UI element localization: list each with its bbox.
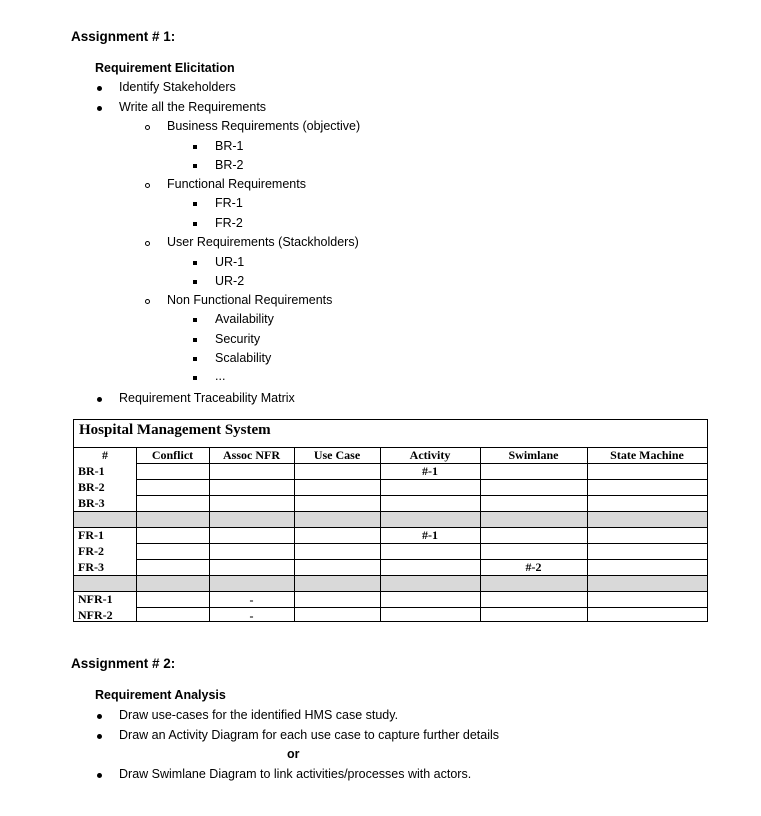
row-label-br3: BR-3: [78, 496, 105, 510]
list-item-scalability: Scalability: [215, 351, 272, 365]
square-bullet-icon: [193, 202, 197, 206]
bullet-icon: [97, 86, 102, 91]
cell-nfr1-assoc: -: [249, 593, 254, 607]
separator-row: [74, 511, 707, 527]
circle-bullet-icon: [145, 241, 150, 246]
group-user-requirements: User Requirements (Stackholders): [167, 235, 359, 249]
row-label-br1: BR-1: [78, 464, 105, 478]
header-assoc-nfr: Assoc NFR: [223, 448, 280, 462]
header-use-case: Use Case: [313, 448, 361, 462]
list-item-fr1: FR-1: [215, 196, 243, 210]
list-item-br2: BR-2: [215, 158, 244, 172]
table-title: Hospital Management System: [79, 422, 271, 438]
row-label-fr3: FR-3: [78, 560, 104, 574]
list-item-ur1: UR-1: [215, 255, 245, 269]
bullet-swimlane-diagram: Draw Swimlane Diagram to link activities/processes with actors.: [119, 767, 472, 781]
list-item-ellipsis: ...: [215, 369, 226, 383]
cell-fr1-activity: #-1: [422, 528, 438, 542]
bullet-traceability-matrix: Requirement Traceability Matrix: [119, 391, 295, 405]
row-label-br2: BR-2: [78, 480, 105, 494]
bullet-icon: [97, 397, 102, 402]
cell-br1-activity: #-1: [422, 464, 438, 478]
list-item-security: Security: [215, 332, 261, 346]
assignment-1-heading: Assignment # 1:: [71, 29, 176, 44]
row-label-nfr2: NFR-2: [78, 608, 113, 622]
square-bullet-icon: [193, 261, 197, 265]
circle-bullet-icon: [145, 183, 150, 188]
bullet-identify-stakeholders: Identify Stakeholders: [119, 80, 236, 94]
assignment-2-heading: Assignment # 2:: [71, 656, 176, 671]
or-separator: or: [287, 747, 300, 761]
square-bullet-icon: [193, 222, 197, 226]
requirement-analysis-heading: Requirement Analysis: [95, 688, 226, 702]
square-bullet-icon: [193, 280, 197, 284]
separator-row: [74, 575, 707, 591]
square-bullet-icon: [193, 164, 197, 168]
square-bullet-icon: [193, 145, 197, 149]
group-business-requirements: Business Requirements (objective): [167, 119, 361, 133]
requirement-elicitation-heading: Requirement Elicitation: [95, 61, 235, 75]
list-item-ur2: UR-2: [215, 274, 245, 288]
circle-bullet-icon: [145, 299, 150, 304]
cell-fr3-swimlane: #-2: [525, 560, 542, 574]
bullet-icon: [97, 734, 102, 739]
bullet-icon: [97, 106, 102, 111]
bullet-activity-diagram: Draw an Activity Diagram for each use case to capture further details: [119, 728, 500, 742]
bullet-use-cases: Draw use-cases for the identified HMS case study.: [119, 708, 399, 722]
square-bullet-icon: [193, 338, 197, 342]
circle-bullet-icon: [145, 125, 150, 130]
bullet-write-requirements: Write all the Requirements: [119, 100, 267, 114]
group-non-functional-requirements: Non Functional Requirements: [167, 293, 333, 307]
group-functional-requirements: Functional Requirements: [167, 177, 306, 191]
header-swimlane: Swimlane: [508, 448, 559, 462]
square-bullet-icon: [193, 376, 197, 380]
row-label-fr1: FR-1: [78, 528, 104, 542]
square-bullet-icon: [193, 357, 197, 361]
square-bullet-icon: [193, 318, 197, 322]
header-conflict: Conflict: [151, 448, 194, 462]
bullet-icon: [97, 714, 102, 719]
header-state-machine: State Machine: [610, 448, 684, 462]
list-item-br1: BR-1: [215, 139, 244, 153]
row-label-nfr1: NFR-1: [78, 592, 113, 606]
list-item-fr2: FR-2: [215, 216, 243, 230]
list-item-availability: Availability: [215, 312, 274, 326]
header-number: #: [102, 448, 108, 462]
row-label-fr2: FR-2: [78, 544, 104, 558]
cell-nfr2-assoc: -: [249, 609, 254, 623]
bullet-icon: [97, 773, 102, 778]
header-activity: Activity: [409, 448, 451, 462]
traceability-matrix-table: [73, 419, 708, 622]
